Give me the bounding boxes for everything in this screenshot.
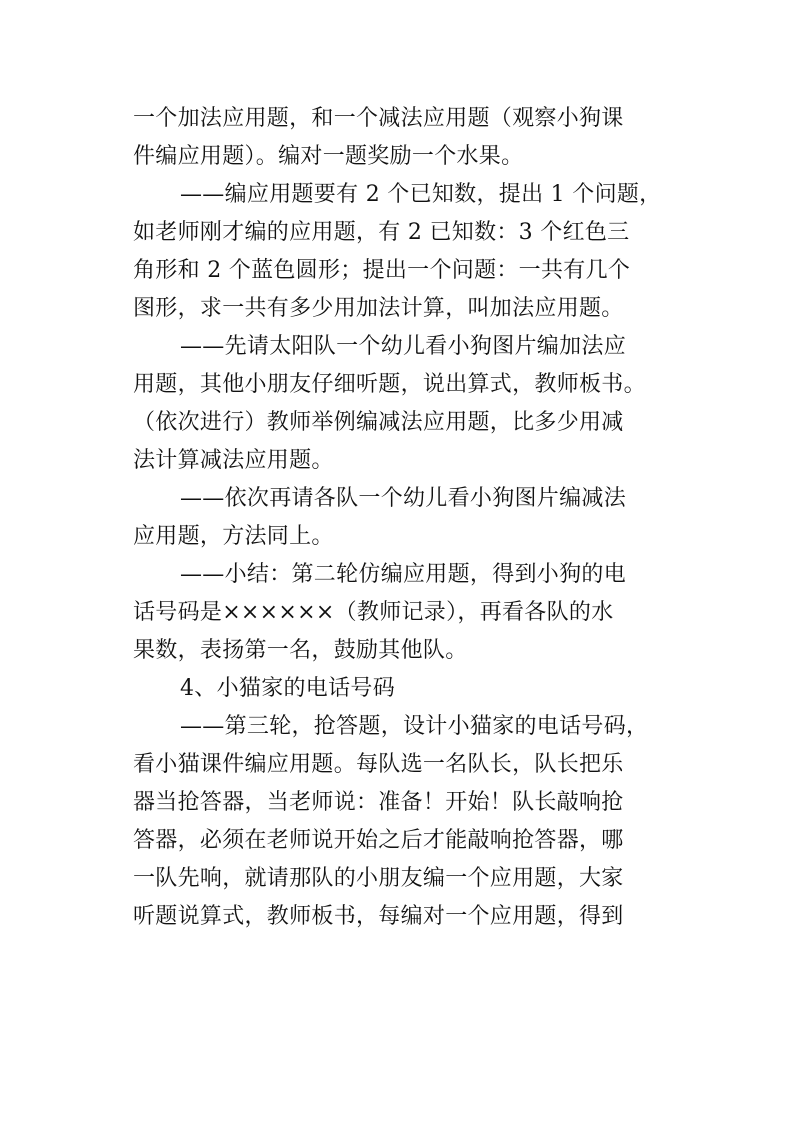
text-line: 件编应用题）。编对一题奖励一个水果。 (133, 144, 524, 169)
text-line: ——第三轮，抢答题，设计小猫家的电话号码， (180, 714, 649, 739)
text-line: 用题，其他小朋友仔细听题，说出算式，教师板书。 (133, 372, 646, 397)
text-line: 一队先响，就请那队的小朋友编一个应用题，大家 (133, 866, 624, 891)
body-text (133, 100, 673, 936)
text-line: 法计算减法应用题。 (133, 448, 334, 473)
section-heading: 4、小猫家的电话号码 (180, 676, 395, 701)
text-line: 话号码是××××××（教师记录），再看各队的水 (133, 600, 614, 625)
text-line: 一个加法应用题，和一个减法应用题（观察小狗课 (133, 106, 624, 131)
text-line: ——依次再请各队一个幼儿看小狗图片编减法 (180, 486, 627, 511)
text-line: ——小结：第二轮仿编应用题，得到小狗的电 (180, 562, 627, 587)
text-line: 角形和 2 个蓝色圆形；提出一个问题：一共有几个 (133, 258, 631, 283)
text-line: 应用题，方法同上。 (133, 524, 334, 549)
text-line: 图形，求一共有多少用加法计算，叫加法应用题。 (133, 296, 624, 321)
text-line: 果数，表扬第一名，鼓励其他队。 (133, 638, 468, 663)
text-line: ——先请太阳队一个幼儿看小狗图片编加法应 (180, 334, 627, 359)
text-line: 看小猫课件编应用题。每队选一名队长，队长把乐 (133, 752, 624, 777)
text-line: ——编应用题要有 2 个已知数，提出 1 个问题， (180, 182, 662, 207)
text-line: 如老师刚才编的应用题，有 2 已知数：3 个红色三 (133, 220, 630, 245)
text-line: （依次进行）教师举例编减法应用题，比多少用减 (133, 410, 624, 435)
text-line: 听题说算式，教师板书，每编对一个应用题，得到 (133, 904, 624, 929)
text-line: 答器，必须在老师说开始之后才能敲响抢答器，哪 (133, 828, 624, 853)
text-line: 器当抢答器，当老师说：准备！开始！队长敲响抢 (133, 790, 624, 815)
